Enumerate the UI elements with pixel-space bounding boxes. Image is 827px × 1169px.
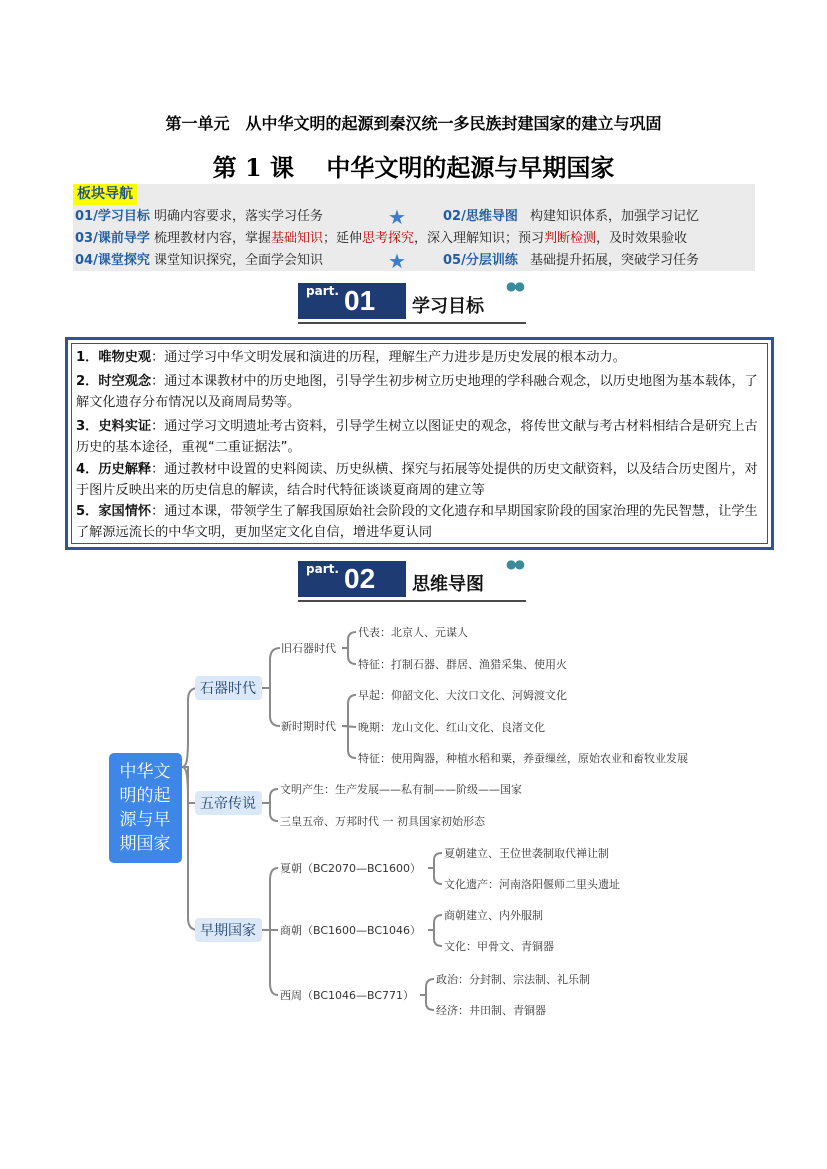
part-number: 02 [344,563,376,594]
leaf: 政治：分封制、宗法制、礼乐制 [436,973,590,986]
root-line: 期国家 [119,834,171,854]
nav-desc: 基础提升拓展，突破学习任务 [529,253,699,268]
nav-desc: 构建知识体系，加强学习记忆 [529,209,699,224]
part-label: part. [306,284,339,298]
root-line: 中华文 [119,762,171,782]
leaf: 代表：北京人、元谋人 [358,626,468,639]
lesson-title: 第 1 课 中华文明的起源与早期国家 [212,153,615,182]
droplet-icon: ●● [506,557,523,571]
part-number: 01 [344,285,376,316]
root-line: 源与早 [119,810,171,830]
leaf: 早起：仰韶文化、大汶口文化、河姆渡文化 [358,689,567,702]
node-shang: 商朝（BC1600—BC1046） [280,924,422,937]
goal-item: 2．时空观念：通过本课教材中的历史地图，引导学生初步树立历史地理的学科融合观念，以历史地图为基本载体，了解文化遗存分布情况以及商周局势等。 [76,374,758,410]
node-xia: 夏朝（BC2070—BC1600） [280,862,422,875]
leaf: 商朝建立、内外服制 [444,909,543,922]
unit-title: 第一单元 从中华文明的起源到秦汉统一多民族封建国家的建立与巩固 [165,114,662,133]
branch-five-emperors: 五帝传说 [200,796,256,812]
node-neolithic: 新时期时代 [281,720,336,733]
leaf: 文化：甲骨文、青铜器 [444,940,554,953]
leaf: 三皇五帝、万邦时代 一 初具国家初始形态 [280,815,485,828]
nav-desc: 课堂知识探究，全面学会知识 [153,253,323,268]
leaf: 文化遗产：河南洛阳偃师二里头遗址 [444,878,620,891]
root-line: 明的起 [119,786,171,806]
nav-desc: ，及时效果验收 [596,231,688,246]
nav-link-practice[interactable]: 05/分层训练 [443,253,518,268]
leaf: 文明产生：生产发展——私有制——阶级——国家 [280,783,522,796]
node-western-zhou: 西周（BC1046—BC771） [280,989,415,1002]
leaf: 晚期：龙山文化、红山文化、良渚文化 [358,721,545,734]
leaf: 特征：打制石器、群居、渔猎采集、使用火 [358,658,567,671]
nav-desc: 明确内容要求，落实学习任务 [153,209,323,224]
goal-item: 3．史料实证：通过学习文明遗址考古资料，引导学生树立以图证史的观念，将传世文献与考古材料相结合是研究上古历史的基本途径，重视“二重证据法”。 [76,419,758,455]
part-title: 学习目标 [412,296,484,317]
nav-link-preview[interactable]: 03/课前导学 [75,231,150,246]
nav-link-classroom[interactable]: 04/课堂探究 [75,253,150,268]
nav-link-mindmap[interactable]: 02/思维导图 [443,209,518,224]
star-icon: ★ [388,249,406,273]
goal-item: 5．家国情怀：通过本课，带领学生了解我国原始社会阶段的文化遗存和早期国家阶段的国家治理的先民智慧，让学生了解源远流长的中华文明，更加坚定文化自信，增进华夏认同 [76,504,758,540]
goal-item: 1．唯物史观：通过学习中华文明发展和演进的历程，理解生产力进步是历史发展的根本动力。 [76,350,626,365]
part-title: 思维导图 [412,574,484,595]
part-label: part. [306,562,339,576]
goal-item: 4．历史解释：通过教材中设置的史料阅读、历史纵横、探究与拓展等处提供的历史文献资料，以及结合历史图片，对于图片反映出来的历史信息的解读，结合时代特征谈谈夏商周的建立等 [76,462,758,498]
section-nav-heading: 板块导航 [73,184,137,205]
droplet-icon: ●● [506,279,523,293]
nav-highlight: 思考探究 [362,231,415,246]
nav-desc: 梳理教材内容，掌握 [153,231,271,246]
nav-desc: ，深入理解知识；预习 [414,231,545,246]
star-icon: ★ [388,205,406,229]
leaf: 特征：使用陶器，种植水稻和粟，养蚕缫丝，原始农业和畜牧业发展 [358,752,688,765]
nav-link-learning-goals[interactable]: 01/学习目标 [75,209,150,224]
branch-early-states: 早期国家 [200,923,256,939]
nav-highlight: 基础知识 [271,231,324,246]
leaf: 夏朝建立、王位世袭制取代禅让制 [444,847,609,860]
node-paleolithic: 旧石器时代 [281,642,336,655]
nav-highlight: 判断检测 [544,231,597,246]
leaf: 经济：井田制、青铜器 [436,1004,546,1017]
branch-stone-age: 石器时代 [200,681,256,697]
nav-desc: ；延伸 [323,231,363,246]
